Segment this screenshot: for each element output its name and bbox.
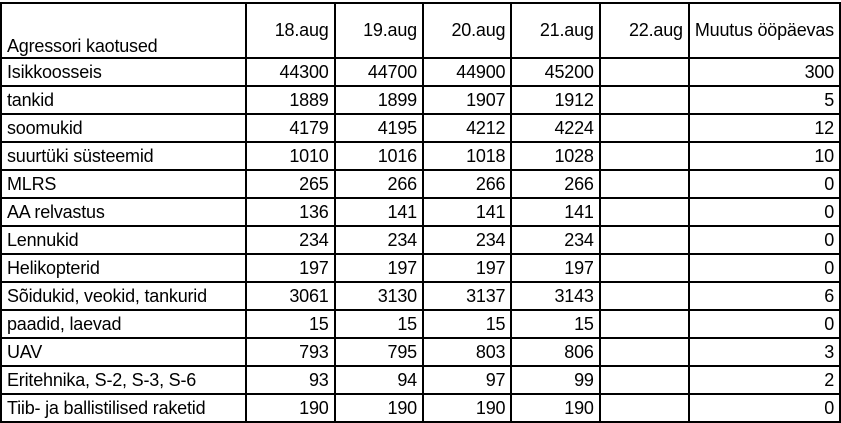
value-cell[interactable]: 803: [423, 338, 511, 366]
value-cell[interactable]: 4179: [246, 114, 334, 142]
value-cell[interactable]: 3143: [511, 282, 599, 310]
value-cell[interactable]: 136: [246, 198, 334, 226]
value-cell[interactable]: 197: [246, 254, 334, 282]
value-cell[interactable]: 197: [335, 254, 423, 282]
value-cell[interactable]: [600, 366, 689, 394]
value-cell[interactable]: [600, 170, 689, 198]
value-cell[interactable]: 197: [511, 254, 599, 282]
table-body: [1, 58, 840, 422]
value-cell[interactable]: 1028: [511, 142, 599, 170]
change-cell[interactable]: 0: [689, 226, 840, 254]
row-label-cell[interactable]: paadid, laevad: [1, 310, 246, 338]
row-label-cell[interactable]: Sõidukid, veokid, tankurid: [1, 282, 246, 310]
date-header-cell-20aug[interactable]: 20.aug: [423, 3, 511, 58]
change-cell[interactable]: 300: [689, 58, 840, 86]
value-cell[interactable]: 3137: [423, 282, 511, 310]
value-cell[interactable]: [600, 310, 689, 338]
value-cell[interactable]: 3061: [246, 282, 334, 310]
value-cell[interactable]: 15: [335, 310, 423, 338]
value-cell[interactable]: 265: [246, 170, 334, 198]
date-header-cell-19aug[interactable]: 19.aug: [335, 3, 423, 58]
value-cell[interactable]: 15: [511, 310, 599, 338]
header-row: [1, 3, 840, 58]
value-cell[interactable]: [600, 114, 689, 142]
value-cell[interactable]: [600, 58, 689, 86]
date-header-cell-21aug[interactable]: 21.aug: [511, 3, 599, 58]
change-cell[interactable]: 0: [689, 254, 840, 282]
table-row: [1, 86, 840, 114]
change-cell[interactable]: 0: [689, 198, 840, 226]
change-cell[interactable]: 12: [689, 114, 840, 142]
date-header-cell-18aug[interactable]: 18.aug: [246, 3, 334, 58]
row-label-cell[interactable]: tankid: [1, 86, 246, 114]
value-cell[interactable]: 1010: [246, 142, 334, 170]
value-cell[interactable]: 44300: [246, 58, 334, 86]
value-cell[interactable]: [600, 86, 689, 114]
value-cell[interactable]: 190: [246, 394, 334, 422]
table-row: [1, 394, 840, 422]
value-cell[interactable]: 4224: [511, 114, 599, 142]
value-cell[interactable]: 1016: [335, 142, 423, 170]
table-row: [1, 254, 840, 282]
value-cell[interactable]: 190: [423, 394, 511, 422]
value-cell[interactable]: 45200: [511, 58, 599, 86]
value-cell[interactable]: 197: [423, 254, 511, 282]
table-row: [1, 338, 840, 366]
row-label-cell[interactable]: MLRS: [1, 170, 246, 198]
value-cell[interactable]: [600, 254, 689, 282]
value-cell[interactable]: 4212: [423, 114, 511, 142]
row-label-cell[interactable]: Tiib- ja ballistilised raketid: [1, 394, 246, 422]
change-cell[interactable]: 0: [689, 394, 840, 422]
value-cell[interactable]: [600, 282, 689, 310]
table-row: [1, 114, 840, 142]
value-cell[interactable]: 266: [335, 170, 423, 198]
value-cell[interactable]: [600, 338, 689, 366]
date-header-cell-22aug[interactable]: 22.aug: [600, 3, 689, 58]
value-cell[interactable]: 15: [246, 310, 334, 338]
value-cell[interactable]: [600, 226, 689, 254]
value-cell[interactable]: 1899: [335, 86, 423, 114]
table-row: [1, 366, 840, 394]
change-cell[interactable]: 0: [689, 170, 840, 198]
value-cell[interactable]: 99: [511, 366, 599, 394]
value-cell[interactable]: 44700: [335, 58, 423, 86]
value-cell[interactable]: 1912: [511, 86, 599, 114]
value-cell[interactable]: 234: [511, 226, 599, 254]
value-cell[interactable]: 234: [246, 226, 334, 254]
table-row: [1, 142, 840, 170]
row-label-cell[interactable]: Lennukid: [1, 226, 246, 254]
change-cell[interactable]: 5: [689, 86, 840, 114]
row-label-cell[interactable]: Eritehnika, S-2, S-3, S-6: [1, 366, 246, 394]
change-header-cell[interactable]: Muutus ööpäevas: [689, 3, 840, 58]
table-row: [1, 170, 840, 198]
row-label-cell[interactable]: AA relvastus: [1, 198, 246, 226]
table-row: [1, 226, 840, 254]
table-row: [1, 282, 840, 310]
value-cell[interactable]: [600, 394, 689, 422]
row-label-cell[interactable]: UAV: [1, 338, 246, 366]
losses-table: [0, 2, 841, 423]
value-cell[interactable]: 15: [423, 310, 511, 338]
value-cell[interactable]: 141: [335, 198, 423, 226]
change-cell[interactable]: 10: [689, 142, 840, 170]
value-cell[interactable]: 266: [511, 170, 599, 198]
value-cell[interactable]: 793: [246, 338, 334, 366]
value-cell[interactable]: 94: [335, 366, 423, 394]
table-row: [1, 58, 840, 86]
value-cell[interactable]: 93: [246, 366, 334, 394]
value-cell[interactable]: 3130: [335, 282, 423, 310]
value-cell[interactable]: [600, 142, 689, 170]
row-label-cell[interactable]: Isikkoosseis: [1, 58, 246, 86]
value-cell[interactable]: 141: [423, 198, 511, 226]
value-cell[interactable]: 44900: [423, 58, 511, 86]
value-cell[interactable]: 266: [423, 170, 511, 198]
value-cell[interactable]: 234: [423, 226, 511, 254]
value-cell[interactable]: 1907: [423, 86, 511, 114]
row-label-cell[interactable]: soomukid: [1, 114, 246, 142]
row-label-cell[interactable]: Helikopterid: [1, 254, 246, 282]
corner-header-cell[interactable]: Agressori kaotused: [1, 3, 246, 58]
row-label-cell[interactable]: suurtüki süsteemid: [1, 142, 246, 170]
table-row: [1, 198, 840, 226]
table-row: [1, 310, 840, 338]
value-cell[interactable]: 234: [335, 226, 423, 254]
change-cell[interactable]: 2: [689, 366, 840, 394]
value-cell[interactable]: 97: [423, 366, 511, 394]
value-cell[interactable]: 1889: [246, 86, 334, 114]
value-cell[interactable]: 190: [511, 394, 599, 422]
value-cell[interactable]: [600, 198, 689, 226]
value-cell[interactable]: 141: [511, 198, 599, 226]
value-cell[interactable]: 795: [335, 338, 423, 366]
value-cell[interactable]: 1018: [423, 142, 511, 170]
change-cell[interactable]: 0: [689, 310, 840, 338]
change-cell[interactable]: 6: [689, 282, 840, 310]
value-cell[interactable]: 806: [511, 338, 599, 366]
value-cell[interactable]: 4195: [335, 114, 423, 142]
change-cell[interactable]: 3: [689, 338, 840, 366]
value-cell[interactable]: 190: [335, 394, 423, 422]
